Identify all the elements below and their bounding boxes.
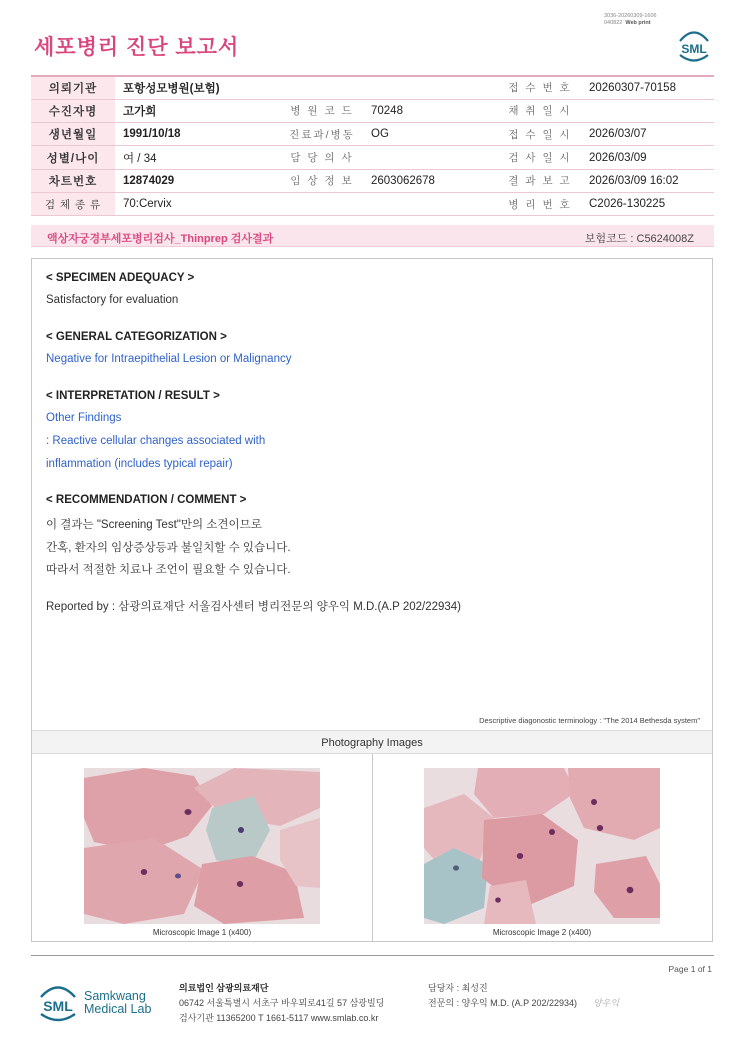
info-label-2: 병 원 코 드 [281,99,363,122]
category-text: Negative for Intraepithelial Lesion or Malignancy [46,353,292,365]
photo-section-header [32,730,712,754]
insurance-code: 보험코드 : C5624008Z [584,233,694,245]
sml-logo-icon [676,26,712,62]
patient-info-table [31,75,714,216]
reported-by: Reported by : 삼광의료재단 서울검사센터 병리전문의 양우익 M.D.(A.P 202/22934) [46,601,462,613]
info-value: 70:Cervix [115,192,281,215]
info-label: 차트번호 [31,169,115,192]
brand-line-1: Samkwang [84,989,146,1003]
info-label-3: 병 리 번 호 [499,192,581,215]
interpretation-line-2: : Reactive cellular changes associated with [46,435,266,447]
category-heading: < GENERAL CATEGORIZATION > [46,331,227,343]
info-label-3: 검 사 일 시 [499,146,581,169]
info-label-2: 담 당 의 사 [281,146,363,169]
brand-line-2: Medical Lab [84,1002,152,1016]
terminology-note: Descriptive diagonostic terminology : "The 2014 Bethesda system" [479,716,700,725]
sml-footer-logo-text: SML [43,998,73,1014]
info-value-2: OG [363,123,499,146]
info-row [31,123,714,146]
comment-line-1: 이 결과는 "Screening Test"만의 소견이므로 [46,519,262,531]
signature: 양우익 [593,999,620,1009]
info-value-3: C2026-130225 [581,192,714,215]
image-2-caption: Microscopic Image 2 (x400) [492,928,592,937]
info-value: 1991/10/18 [115,123,281,146]
brand-name [84,990,151,1016]
test-name: 액상자궁경부세포병리검사_Thinprep 검사결과 [47,233,274,245]
footer-divider [31,955,714,956]
info-label: 생년월일 [31,123,115,146]
print-meta [604,13,694,26]
info-label-3: 접 수 번 호 [499,76,581,99]
comment-line-2: 간혹, 환자의 임상증상등과 불일치할 수 있습니다. [46,542,291,554]
print-code: 3036-20260309-1606 [604,13,657,19]
info-label: 성별/나이 [31,146,115,169]
info-value-2 [363,76,499,99]
info-label-2: 임 상 정 보 [281,169,363,192]
info-row [31,146,714,169]
staff-name: 담당자 : 최성진 [428,983,488,993]
org-address: 06742 서울특별시 서초구 바우뫼로41길 57 삼광빌딩 [179,998,385,1008]
microscopic-image-2 [424,768,660,924]
sml-footer-logo-icon [37,980,79,1022]
org-license: 검사기관 11365200 T 1661-5117 www.smlab.co.kr [179,1013,379,1023]
interpretation-heading: < INTERPRETATION / RESULT > [46,390,220,402]
info-row [31,192,714,215]
info-value-2 [363,192,499,215]
specialist-name: 전문의 : 양우익 M.D. (A.P 202/22934) [428,998,578,1008]
info-row [31,169,714,192]
interpretation-line-1: Other Findings [46,412,122,424]
image-1-caption: Microscopic Image 1 (x400) [152,928,252,937]
info-value-2 [363,146,499,169]
comment-heading: < RECOMMENDATION / COMMENT > [46,494,247,506]
info-value-3: 20260307-70158 [581,76,714,99]
test-name-band [31,225,714,247]
adequacy-text: Satisfactory for evaluation [46,294,179,306]
info-value: 고가희 [115,99,281,122]
info-value-2: 70248 [363,99,499,122]
info-value-3: 2026/03/09 [581,146,714,169]
info-label: 수진자명 [31,99,115,122]
interpretation-line-3: inflammation (includes typical repair) [46,458,233,470]
info-label-3: 채 취 일 시 [499,99,581,122]
info-value-3: 2026/03/09 16:02 [581,169,714,192]
print-code-2: 040822 [604,19,623,26]
photo-divider [372,754,373,942]
sml-logo-text: SML [681,42,707,56]
info-value: 포항성모병원(보험) [115,76,281,99]
org-name: 의료법인 삼광의료재단 [179,983,269,993]
info-label-2 [281,76,363,99]
info-label-3: 접 수 일 시 [499,123,581,146]
info-label: 의뢰기관 [31,76,115,99]
page-title: 세포병리 진단 보고서 [34,36,240,59]
info-label-2 [281,192,363,215]
info-value-3: 2026/03/07 [581,123,714,146]
info-value: 여 / 34 [115,146,281,169]
info-row [31,76,714,99]
info-label-3: 결 과 보 고 [499,169,581,192]
contact-info [428,981,619,1012]
info-label-2: 진료과/병동 [281,123,363,146]
info-label: 검 체 종 류 [31,192,115,215]
microscopic-image-1 [84,768,320,924]
photo-section-title: Photography Images [321,737,423,749]
comment-line-3: 따라서 적절한 치료나 조언이 필요할 수 있습니다. [46,564,291,576]
organization-info [179,981,384,1026]
result-box [31,258,713,942]
info-value-3 [581,99,714,122]
print-mode: Web print [625,19,651,26]
info-value: 12874029 [115,169,281,192]
info-value-2: 2603062678 [363,169,499,192]
page-number: Page 1 of 1 [668,964,712,974]
adequacy-heading: < SPECIMEN ADEQUACY > [46,272,195,284]
info-row [31,99,714,122]
